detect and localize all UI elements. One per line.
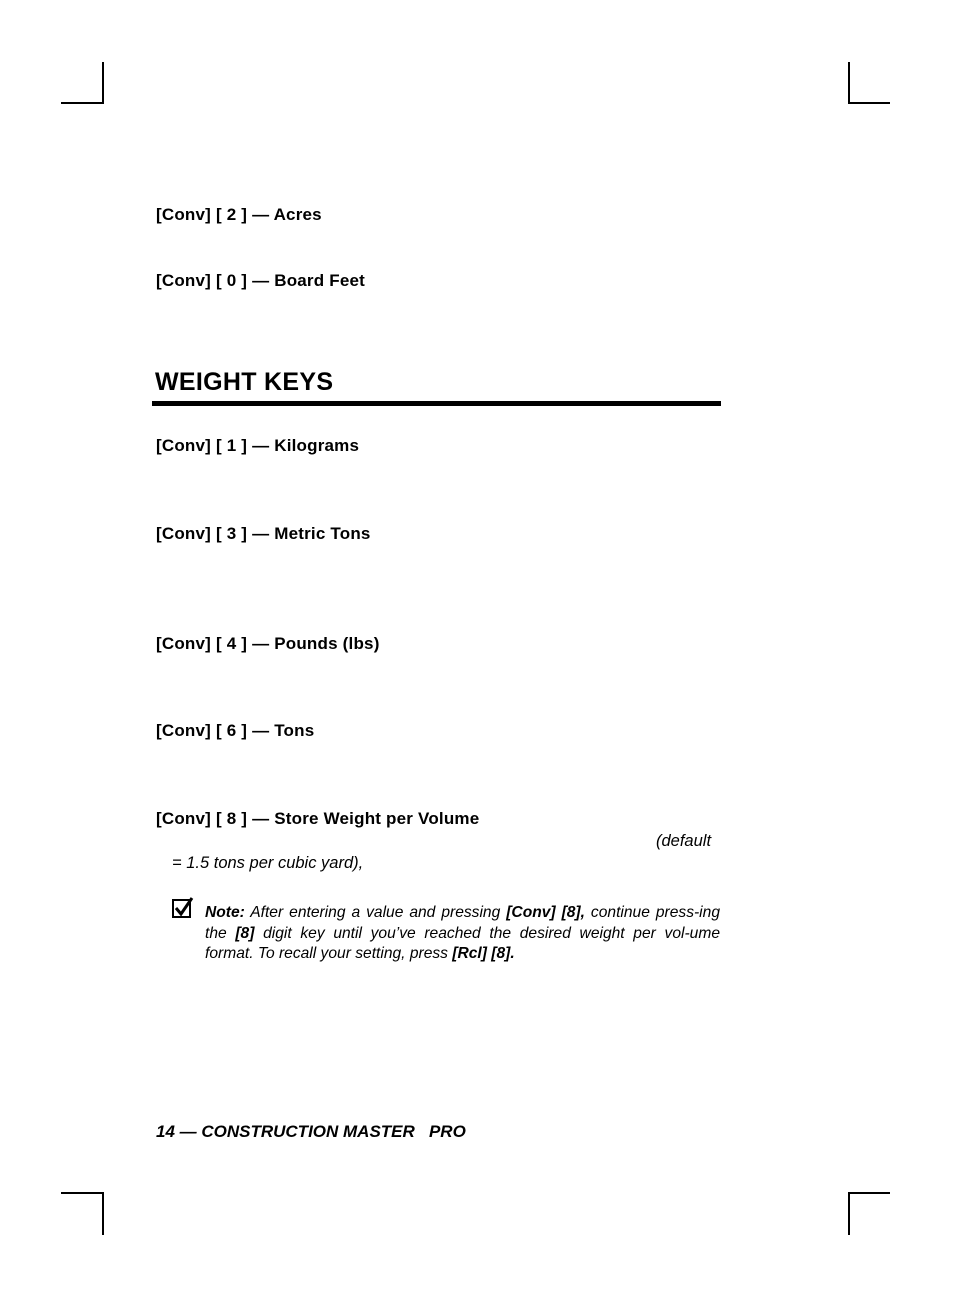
section-rule (152, 401, 721, 406)
crop-mark-bottom-left-vertical (102, 1192, 104, 1235)
entry-acres: [Conv] [ 2 ] — Acres (156, 205, 322, 224)
note-label: Note: (205, 904, 245, 921)
crop-mark-bottom-left-horizontal (61, 1192, 104, 1194)
entry-board-feet: [Conv] [ 0 ] — Board Feet (156, 271, 366, 290)
crop-mark-bottom-right-horizontal (848, 1192, 890, 1194)
checkbox-check-icon (172, 897, 194, 919)
entry-tons: [Conv] [ 6 ] — Tons (156, 721, 315, 740)
crop-mark-top-left-vertical (102, 62, 104, 104)
note-text-3: digit key until you’ve reached the desired weight per vol-ume format. To recall your setting, press (205, 924, 720, 962)
crop-mark-bottom-right-vertical (848, 1192, 850, 1235)
entry-pounds: [Conv] [ 4 ] — Pounds (lbs) (156, 634, 380, 653)
page-footer: 14 — CONSTRUCTION MASTER PRO (156, 1122, 466, 1141)
note-text-2: continue press-ing the (205, 904, 720, 942)
note-text-1: After entering a value and pressing (244, 904, 507, 921)
entry-kilograms: [Conv] [ 1 ] — Kilograms (156, 436, 360, 455)
crop-mark-top-left-horizontal (61, 102, 104, 104)
section-title: WEIGHT KEYS (155, 368, 334, 396)
note-paragraph (205, 903, 720, 965)
entry-metric-tons: [Conv] [ 3 ] — Metric Tons (156, 524, 371, 543)
note-key-2: [8] (235, 924, 255, 942)
default-text-part1: (default (656, 832, 712, 850)
entry-store-weight: [Conv] [ 8 ] — Store Weight per Volume (156, 809, 480, 828)
note-key-3: [Rcl] [8]. (452, 945, 515, 962)
crop-mark-top-right-vertical (848, 62, 850, 104)
note-key-1: [Conv] [8], (506, 904, 585, 921)
crop-mark-top-right-horizontal (848, 102, 890, 104)
default-text-part2: = 1.5 tons per cubic yard), (172, 854, 364, 872)
